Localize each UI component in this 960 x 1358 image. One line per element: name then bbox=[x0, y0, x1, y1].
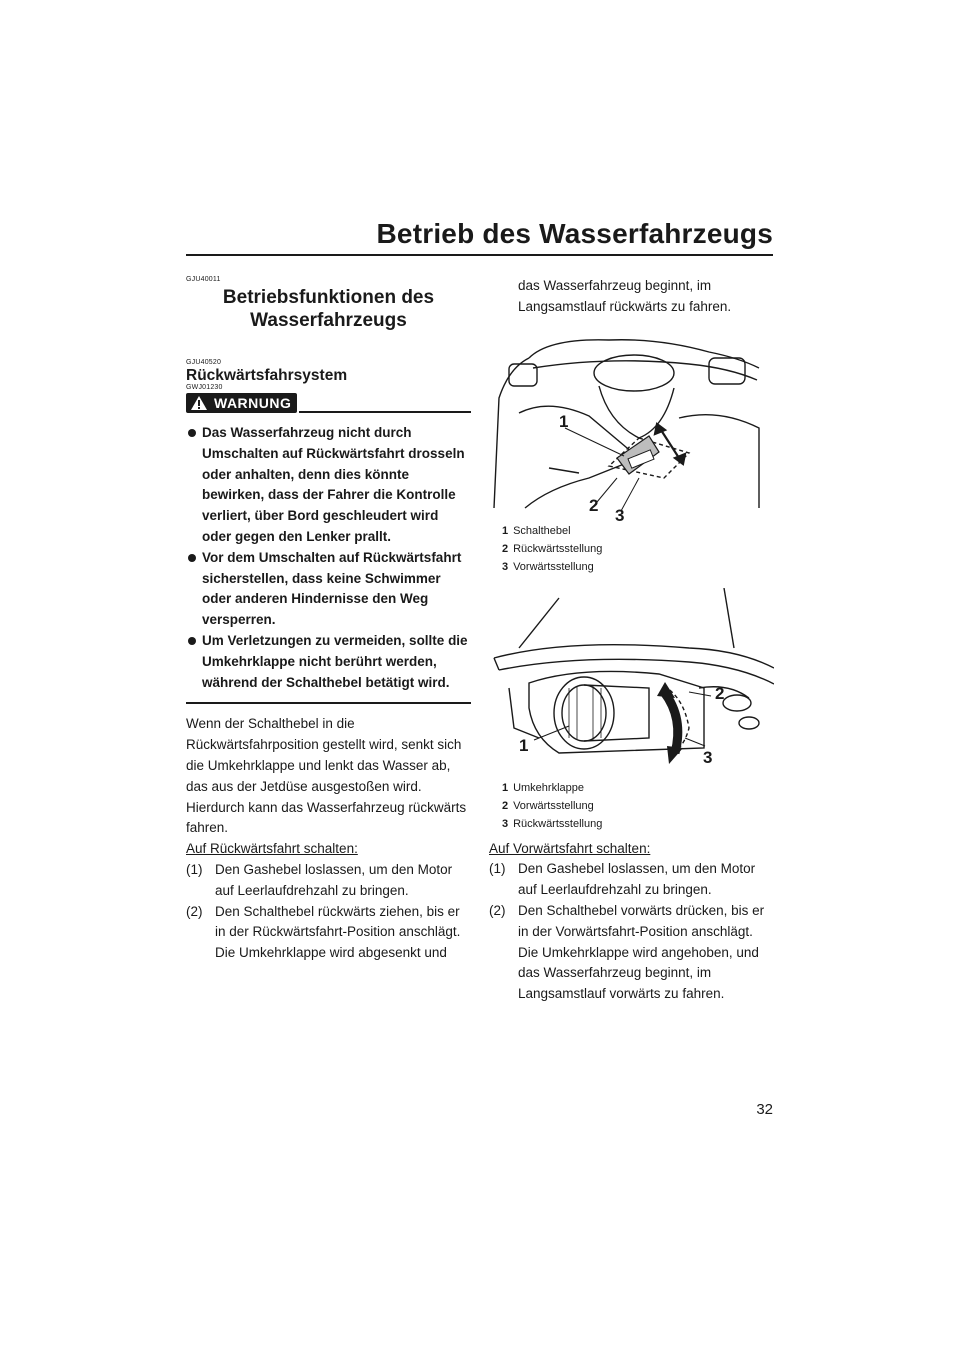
continuation-text: das Wasserfahrzeug beginnt, im Langsamstlauf rückwärts zu fahren. bbox=[518, 278, 732, 314]
warning-end-rule bbox=[186, 702, 471, 704]
subsection-code: GJU40520 bbox=[186, 359, 222, 366]
warning-label: WARNUNG bbox=[214, 395, 292, 411]
step-item bbox=[186, 902, 471, 964]
subsection-title: Rückwärtsfahrsystem bbox=[186, 367, 348, 384]
legend-item: 2 Vorwärtsstellung bbox=[502, 799, 594, 812]
figure-shift-lever bbox=[489, 328, 774, 525]
section-title-line2: Wasserfahrzeugs bbox=[250, 310, 407, 331]
legend-item: 2 Rückwärtsstellung bbox=[502, 542, 603, 555]
warning-rule bbox=[299, 411, 471, 413]
step-text: Den Gashebel loslassen, um den Motor auf Leerlaufdrehzahl zu bringen. bbox=[215, 861, 453, 898]
page-header bbox=[186, 218, 773, 256]
step-number: (2) bbox=[186, 903, 203, 919]
step-text: Den Schalthebel vorwärts drücken, bis er in der Vorwärtsfahrt-Position anschlägt. Die Umkehrklappe wird angehoben, und das Wasserfahrzeug beginnt, im Langsamstlauf vorwärts zu fahren. bbox=[518, 902, 765, 1002]
legend-item: 3 Vorwärtsstellung bbox=[502, 560, 594, 573]
warning-badge bbox=[186, 393, 297, 413]
left-column bbox=[186, 276, 471, 964]
callout-1: 1 bbox=[559, 411, 569, 431]
warning-code: GWJ01230 bbox=[186, 384, 223, 391]
figure-reverse-gate bbox=[489, 588, 774, 773]
legend-item: 1 Umkehrklappe bbox=[502, 781, 584, 794]
step-item bbox=[489, 901, 774, 1005]
warning-item: Vor dem Umschalten auf Rückwärtsfahrt sicherstellen, dass keine Schwimmer oder anderen Hindernisse den Weg versperren. bbox=[186, 548, 471, 631]
page-number: 32 bbox=[756, 1101, 773, 1118]
callout-2: 2 bbox=[715, 683, 725, 703]
step-number: (1) bbox=[186, 861, 203, 877]
reverse-gate-illustration bbox=[489, 588, 774, 773]
step-item bbox=[186, 860, 471, 902]
handlebar-illustration bbox=[489, 328, 774, 516]
step-number: (1) bbox=[489, 861, 506, 877]
step-item bbox=[489, 859, 774, 901]
warning-triangle-icon bbox=[190, 395, 208, 411]
callout-3: 3 bbox=[615, 505, 625, 525]
forward-heading: Auf Vorwärtsfahrt schalten: bbox=[489, 840, 651, 856]
step-text: Den Schalthebel rückwärts ziehen, bis er in der Rückwärtsfahrt-Position anschlägt. Die Umkehrklappe wird abgesenkt und bbox=[215, 903, 461, 961]
legend-item: 3 Rückwärtsstellung bbox=[502, 817, 603, 830]
section-title-line1: Betriebsfunktionen des bbox=[222, 287, 435, 308]
legend-item: 1 Schalthebel bbox=[502, 524, 571, 537]
step-number: (2) bbox=[489, 902, 506, 918]
callout-1: 1 bbox=[519, 735, 529, 755]
figure2-legend bbox=[489, 779, 774, 833]
intro-paragraph: Wenn der Schalthebel in die Rückwärtsfahrposition gestellt wird, senkt sich die Umkehrklappe und lenkt das Wasser ab, das aus der Jetdüse ausgestoßen wird. Hierdurch kann das Wasserfahrzeug rückwärts fahren. bbox=[186, 716, 467, 836]
warning-banner bbox=[186, 392, 471, 413]
page-title: Betrieb des Wasserfahrzeugs bbox=[376, 218, 773, 249]
warning-item: Um Verletzungen zu vermeiden, sollte die Umkehrklappe nicht berührt werden, während der Schalthebel betätigt wird. bbox=[186, 631, 471, 693]
forward-steps bbox=[489, 859, 774, 1005]
figure1-legend bbox=[489, 522, 774, 576]
reverse-steps bbox=[186, 860, 471, 964]
warning-list bbox=[186, 423, 471, 693]
section-title bbox=[186, 286, 471, 332]
section-code: GJU40011 bbox=[186, 276, 221, 283]
step-text: Den Gashebel loslassen, um den Motor auf Leerlaufdrehzahl zu bringen. bbox=[518, 861, 756, 898]
warning-item: Das Wasserfahrzeug nicht durch Umschalten auf Rückwärtsfahrt drosseln oder anhalten, denn dies könnte bewirken, dass der Fahrer die Kontrolle verliert, über Bord geschleudert wird oder gegen den Lenker prallt. bbox=[186, 423, 471, 548]
callout-2: 2 bbox=[589, 495, 599, 515]
callout-3: 3 bbox=[703, 747, 713, 767]
right-column bbox=[489, 276, 774, 1005]
reverse-heading: Auf Rückwärtsfahrt schalten: bbox=[186, 841, 358, 857]
